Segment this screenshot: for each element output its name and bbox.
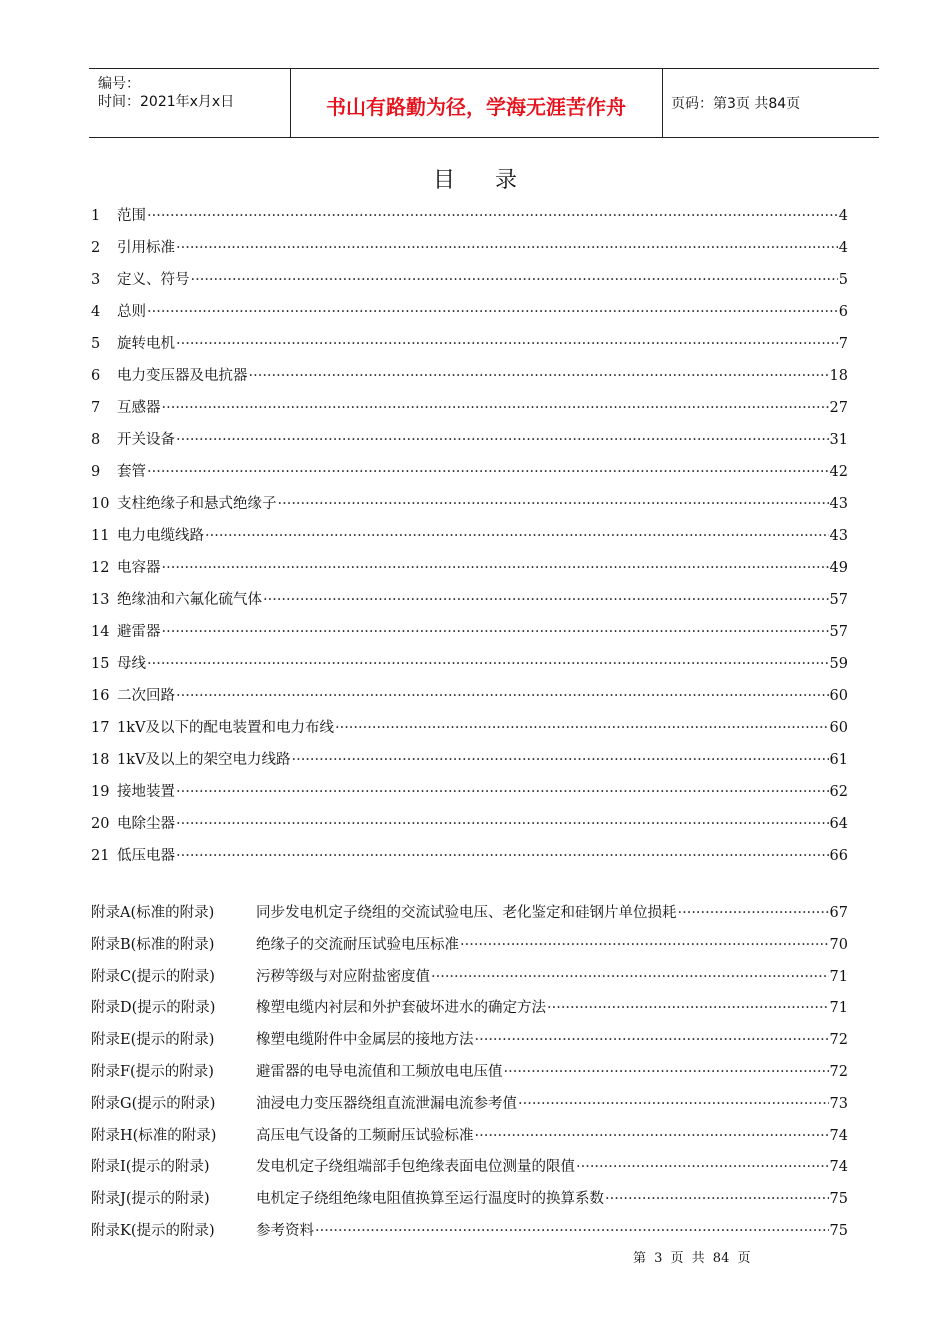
appendix-page: 75 [829, 1191, 848, 1208]
toc-entry-number: 17 [91, 720, 110, 736]
toc-entry-page: 4 [838, 240, 848, 256]
toc-entry[interactable] [91, 296, 848, 328]
appendix-page: 74 [829, 1159, 848, 1176]
appendix-page: 75 [829, 1222, 848, 1239]
header-meta-cell [89, 69, 291, 137]
dot-leader [315, 1216, 829, 1248]
dot-leader [278, 488, 829, 520]
toc-title: 目录 [432, 168, 557, 193]
toc-entry-number: 16 [91, 688, 110, 704]
toc-entry[interactable] [91, 200, 848, 232]
toc-entry-number: 15 [91, 656, 110, 672]
toc-entry-label: 绝缘油和六氟化硫气体 [117, 592, 262, 608]
toc-entry-label: 避雷器 [117, 624, 161, 640]
appendix-entry[interactable] [91, 1184, 848, 1216]
toc-entry[interactable] [91, 584, 848, 616]
toc-entry[interactable] [91, 808, 848, 840]
toc-entry[interactable] [91, 328, 848, 360]
appendix-entry[interactable] [91, 962, 848, 994]
toc-entry[interactable] [91, 456, 848, 488]
appendix-entry[interactable] [91, 1216, 848, 1248]
toc-entry-label: 1kV及以上的架空电力线路 [117, 752, 291, 768]
page-header [89, 68, 879, 138]
toc-entry[interactable] [91, 648, 848, 680]
appendix-entry[interactable] [91, 1121, 848, 1153]
appendix-page: 72 [829, 1032, 848, 1049]
toc-entry-page: 60 [829, 688, 848, 704]
toc-entry-page: 61 [829, 752, 848, 768]
toc-entry-label: 支柱绝缘子和悬式绝缘子 [117, 496, 277, 512]
toc-entry-label: 接地装置 [117, 784, 175, 800]
appendix-label: 避雷器的电导电流值和工频放电电压值 [256, 1063, 503, 1080]
dot-leader [460, 930, 829, 962]
dot-leader [605, 1184, 829, 1216]
appendix-entry[interactable] [91, 1152, 848, 1184]
dot-leader [249, 360, 829, 392]
toc-entry-page: 43 [829, 496, 848, 512]
toc-entry-page: 27 [829, 400, 848, 416]
appendix-name: 附录A(标准的附录) [91, 905, 215, 921]
dot-leader [291, 744, 828, 776]
toc-entry-label: 二次回路 [117, 688, 175, 704]
toc-entry[interactable] [91, 488, 848, 520]
motto-text: 书山有路勤为径，学海无涯苦作舟 [326, 95, 626, 119]
dot-leader [162, 552, 829, 584]
appendix-label: 油浸电力变压器绕组直流泄漏电流参考值 [256, 1095, 517, 1112]
toc-entry[interactable] [91, 264, 848, 296]
toc-entry-number: 21 [91, 848, 110, 864]
appendix-name: 附录G(提示的附录) [91, 1095, 216, 1112]
appendix-label: 污秽等级与对应附盐密度值 [256, 968, 430, 985]
appendix-entry[interactable] [91, 1057, 848, 1089]
dot-leader [176, 232, 838, 264]
toc-entry-label: 电力变压器及电抗器 [117, 368, 248, 384]
toc-entry-number: 10 [91, 496, 110, 512]
appendix-name: 附录C(提示的附录) [91, 968, 215, 985]
toc-entry[interactable] [91, 776, 848, 808]
toc-entry[interactable] [91, 744, 848, 776]
appendix-name: 附录D(提示的附录) [91, 1000, 216, 1017]
dot-leader [176, 808, 829, 840]
dot-leader [475, 1121, 829, 1153]
toc-entry[interactable] [91, 232, 848, 264]
toc-entry-page: 42 [829, 464, 848, 480]
header-motto-cell [290, 69, 663, 137]
toc-entry[interactable] [91, 424, 848, 456]
toc-entry[interactable] [91, 840, 848, 872]
toc-entry-page: 57 [829, 624, 848, 640]
toc-entry-label: 电力电缆线路 [117, 528, 204, 544]
toc-entry-label: 电容器 [117, 560, 161, 576]
toc-entry-label: 1kV及以下的配电装置和电力布线 [117, 720, 334, 736]
toc-entry-page: 7 [838, 336, 848, 352]
dot-leader [547, 993, 829, 1025]
appendix-name: 附录E(提示的附录) [91, 1032, 215, 1049]
dot-leader [431, 962, 829, 994]
toc-entry-number: 9 [91, 464, 101, 480]
dot-leader [176, 328, 838, 360]
toc-entry-page: 66 [829, 848, 848, 864]
dot-leader [162, 616, 829, 648]
toc-entry-number: 18 [91, 752, 110, 768]
toc-entry[interactable] [91, 360, 848, 392]
toc-entry-label: 母线 [117, 656, 146, 672]
appendix-label: 橡塑电缆附件中金属层的接地方法 [256, 1032, 474, 1049]
toc-entry-number: 19 [91, 784, 110, 800]
appendix-name: 附录J(提示的附录) [91, 1191, 210, 1208]
dot-leader [335, 712, 829, 744]
toc-entry-label: 总则 [117, 304, 146, 320]
dot-leader [263, 584, 829, 616]
toc-entry-label: 开关设备 [117, 432, 175, 448]
page-footer: 第 3 页 共 84 页 [633, 1251, 751, 1266]
toc-entry-number: 5 [91, 336, 101, 352]
dot-leader [205, 520, 829, 552]
document-time-label: 时间：2021年x月x日 [98, 94, 235, 110]
toc-entry-number: 6 [91, 368, 101, 384]
toc-entry-page: 62 [829, 784, 848, 800]
appendix-label: 电机定子绕组绝缘电阻值换算至运行温度时的换算系数 [256, 1191, 604, 1208]
dot-leader [576, 1152, 829, 1184]
dot-leader [191, 264, 838, 296]
appendix-page: 71 [829, 1000, 848, 1017]
toc-entry-number: 3 [91, 272, 101, 288]
appendix-name: 附录K(提示的附录) [91, 1222, 215, 1239]
appendix-label: 高压电气设备的工频耐压试验标准 [256, 1127, 474, 1144]
toc-entry-label: 低压电器 [117, 848, 175, 864]
appendix-name: 附录B(标准的附录) [91, 936, 215, 953]
toc-entry-page: 5 [838, 272, 848, 288]
toc-entry-page: 31 [829, 432, 848, 448]
appendix-entry[interactable] [91, 993, 848, 1025]
toc-entry[interactable] [91, 616, 848, 648]
appendix-page: 73 [829, 1095, 848, 1112]
toc-entry[interactable] [91, 392, 848, 424]
appendix-entry[interactable] [91, 1089, 848, 1121]
appendix-label: 发电机定子绕组端部手包绝缘表面电位测量的限值 [256, 1159, 575, 1176]
toc-entry[interactable] [91, 680, 848, 712]
dot-leader [504, 1057, 829, 1089]
dot-leader [678, 898, 829, 930]
page-info: 页码：第3页 共84页 [671, 96, 801, 112]
toc-entry-page: 60 [829, 720, 848, 736]
toc-entry-number: 2 [91, 240, 101, 256]
appendix-page: 67 [829, 905, 848, 921]
toc-entry-label: 定义、符号 [117, 272, 190, 288]
dot-leader [475, 1025, 829, 1057]
table-of-contents [91, 200, 848, 872]
toc-entry-label: 引用标准 [117, 240, 175, 256]
dot-leader [147, 648, 829, 680]
appendix-name: 附录I(提示的附录) [91, 1159, 210, 1176]
toc-entry-number: 13 [91, 592, 110, 608]
appendix-page: 72 [829, 1063, 848, 1080]
toc-entry-number: 20 [91, 816, 110, 832]
dot-leader [176, 680, 829, 712]
document-number-label: 编号： [98, 76, 140, 92]
toc-entry-number: 8 [91, 432, 101, 448]
appendix-name: 附录F(提示的附录) [91, 1063, 214, 1080]
toc-entry-number: 11 [91, 528, 110, 544]
toc-entry[interactable] [91, 552, 848, 584]
toc-entry-label: 电除尘器 [117, 816, 175, 832]
dot-leader [176, 776, 829, 808]
appendix-label: 橡塑电缆内衬层和外护套破坏进水的确定方法 [256, 1000, 546, 1017]
appendix-list [91, 898, 848, 1248]
dot-leader [147, 296, 838, 328]
appendix-page: 74 [829, 1127, 848, 1144]
toc-entry-page: 4 [838, 208, 848, 224]
toc-entry-page: 57 [829, 592, 848, 608]
dot-leader [147, 200, 838, 232]
toc-entry-page: 59 [829, 656, 848, 672]
toc-entry-label: 范围 [117, 208, 146, 224]
toc-entry-label: 互感器 [117, 400, 161, 416]
toc-entry-label: 套管 [117, 464, 146, 480]
toc-entry-page: 18 [829, 368, 848, 384]
dot-leader [162, 392, 829, 424]
toc-entry[interactable] [91, 712, 848, 744]
appendix-entry[interactable] [91, 930, 848, 962]
toc-entry-page: 43 [829, 528, 848, 544]
dot-leader [176, 840, 829, 872]
appendix-label: 同步发电机定子绕组的交流试验电压、老化鉴定和硅钢片单位损耗 [256, 905, 677, 921]
toc-entry[interactable] [91, 520, 848, 552]
toc-entry-label: 旋转电机 [117, 336, 175, 352]
toc-entry-number: 1 [91, 208, 101, 224]
appendix-label: 参考资料 [256, 1222, 314, 1239]
appendix-entry[interactable] [91, 1025, 848, 1057]
dot-leader [518, 1089, 829, 1121]
toc-entry-number: 4 [91, 304, 101, 320]
toc-entry-number: 12 [91, 560, 110, 576]
toc-entry-page: 6 [838, 304, 848, 320]
appendix-name: 附录H(标准的附录) [91, 1127, 217, 1144]
toc-entry-page: 64 [829, 816, 848, 832]
header-page-cell [663, 69, 879, 137]
toc-entry-number: 14 [91, 624, 110, 640]
appendix-page: 71 [829, 968, 848, 985]
toc-entry-number: 7 [91, 400, 101, 416]
dot-leader [176, 424, 829, 456]
appendix-page: 70 [829, 936, 848, 953]
toc-entry-page: 49 [829, 560, 848, 576]
appendix-entry[interactable] [91, 898, 848, 930]
appendix-label: 绝缘子的交流耐压试验电压标准 [256, 936, 459, 953]
dot-leader [147, 456, 829, 488]
